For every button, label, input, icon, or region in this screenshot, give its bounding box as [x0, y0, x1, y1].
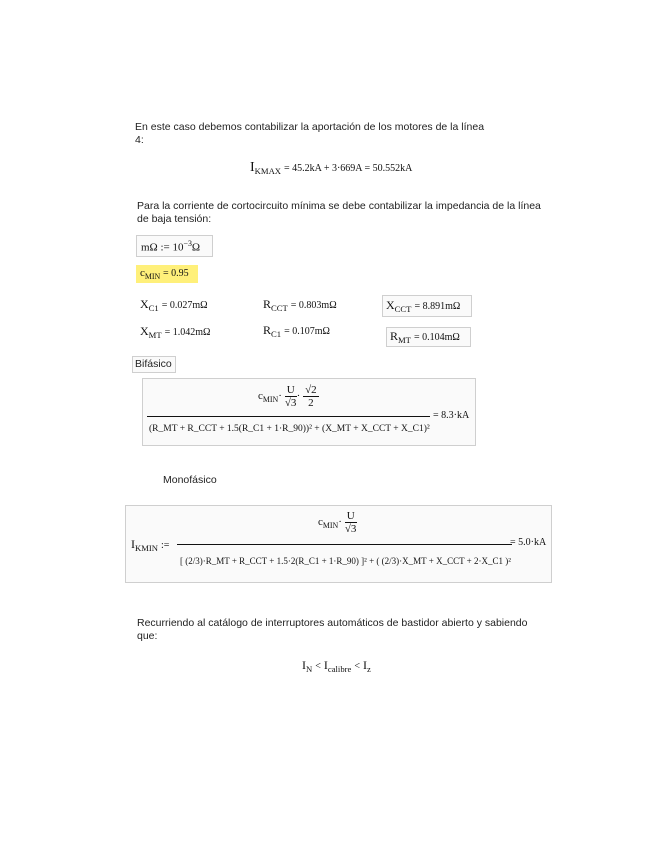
param-xcct — [386, 298, 460, 314]
cmin-subscript: MIN — [144, 271, 161, 281]
monofasico-result: = 5.0·kA — [510, 537, 547, 548]
conclusion-line-1: Recurriendo al catálogo de interruptores automáticos de bastidor abierto y sabiendo — [137, 617, 528, 629]
ikmax-value: = 45.2kA + 3·669A = 50.552kA — [284, 163, 413, 174]
inequality-lt-2: < — [354, 661, 360, 672]
bifasico-sqrt2: √2 — [305, 384, 317, 396]
ikmax-subscript: KMAX — [254, 166, 282, 177]
monofasico-i-subscript: KMIN — [135, 543, 158, 554]
minimum-text-line-1: Para la corriente de cortocircuito mínima se debe contabilizar la impedancia de la línea — [137, 200, 541, 212]
bifasico-two: 2 — [308, 397, 314, 410]
inequality-lt-1: < — [315, 661, 321, 672]
bifasico-sqrt2-fraction — [303, 384, 319, 409]
monofasico-sqrt3: √3 — [344, 523, 357, 536]
param-rmt-symbol: R — [390, 329, 399, 343]
bifasico-result: = 8.3·kA — [433, 410, 470, 421]
inequality-icalibre-subscript: calibre — [327, 664, 352, 675]
cmin-definition — [140, 267, 189, 281]
monofasico-u: U — [346, 510, 355, 522]
param-rcct — [263, 297, 337, 313]
bifasico-label: Bifásico — [135, 358, 172, 370]
param-rmt — [390, 329, 460, 345]
param-xc1 — [140, 297, 208, 313]
param-rmt-value: = 0.104mΩ — [413, 332, 460, 343]
bifasico-u: U — [286, 384, 295, 396]
param-rc1 — [263, 323, 330, 339]
monofasico-i-symbol: I — [131, 537, 135, 551]
monofasico-cmin-subscript: MIN — [322, 520, 339, 530]
inequality-in-subscript: N — [306, 664, 313, 675]
param-xmt-symbol: X — [140, 324, 149, 338]
monofasico-denominator: [ (2/3)·R_MT + R_CCT + 1.5·2(R_C1 + 1·R_90) ]² + ( (2/3)·X_MT + X_CCT + 2·X_C1 )² — [180, 556, 511, 566]
param-xc1-subscript: C1 — [148, 303, 159, 314]
bifasico-u-fraction — [285, 384, 297, 409]
monofasico-fraction-bar — [177, 544, 512, 545]
param-xcct-symbol: X — [386, 298, 395, 312]
inequality-in-symbol: I — [302, 658, 306, 672]
cmin-value: = 0.95 — [163, 268, 189, 279]
param-rcct-value: = 0.803mΩ — [290, 300, 337, 311]
mohm-definition — [141, 239, 200, 253]
inequality — [302, 658, 371, 674]
param-xmt — [140, 324, 210, 340]
param-rcct-symbol: R — [263, 297, 272, 311]
bifasico-denominator: (R_MT + R_CCT + 1.5(R_C1 + 1·R_90))² + (X_MT + X_CCT + X_C1)² — [149, 424, 430, 434]
monofasico-u-fraction — [345, 510, 357, 535]
conclusion-line-2: que: — [137, 630, 158, 642]
mohm-unit: Ω — [191, 241, 201, 254]
intro-line-2: 4: — [135, 134, 144, 146]
param-rc1-value: = 0.107mΩ — [284, 326, 330, 337]
bifasico-numerator: $c_{MIN}\cdot$ $\frac{U}{√3}$ · $\frac{√2}{2}$ — [258, 384, 317, 410]
param-xcct-value: = 8.891mΩ — [414, 301, 461, 312]
monofasico-label: Monofásico — [163, 474, 217, 486]
bifasico-fraction-bar — [147, 416, 430, 417]
param-rmt-subscript: MT — [398, 335, 411, 346]
mohm-lhs: mΩ := 10 — [141, 241, 184, 254]
cmin-symbol: c — [140, 267, 145, 279]
inequality-iz-subscript: z — [366, 664, 371, 675]
minimum-text-line-2: de baja tensión: — [137, 213, 212, 225]
monofasico-lhs — [131, 537, 169, 553]
param-xc1-symbol: X — [140, 297, 149, 311]
param-rc1-symbol: R — [263, 323, 272, 337]
inequality-icalibre-symbol: I — [323, 658, 328, 672]
bifasico-sqrt3: √3 — [284, 397, 297, 410]
ikmax-symbol: I — [250, 160, 255, 175]
param-rcct-subscript: CCT — [271, 303, 288, 314]
param-xcct-subscript: CCT — [394, 304, 412, 315]
inequality-iz-symbol: I — [362, 658, 367, 672]
param-xc1-value: = 0.027mΩ — [161, 300, 208, 311]
bifasico-cmin-symbol: c — [258, 390, 263, 403]
param-xmt-value: = 1.042mΩ — [164, 327, 211, 338]
ikmax-equation — [250, 160, 412, 176]
monofasico-numerator: $c_{MIN}\cdot$ $\frac{U}{√3}$ — [318, 510, 357, 536]
mohm-exponent: −3 — [183, 239, 192, 248]
param-xmt-subscript: MT — [148, 330, 162, 341]
monofasico-assign: := — [161, 540, 170, 551]
param-rc1-subscript: C1 — [271, 329, 282, 340]
monofasico-cmin-symbol: c — [318, 516, 323, 529]
bifasico-cmin-subscript: MIN — [262, 394, 279, 404]
intro-line-1: En este caso debemos contabilizar la aportación de los motores de la línea — [135, 121, 485, 133]
